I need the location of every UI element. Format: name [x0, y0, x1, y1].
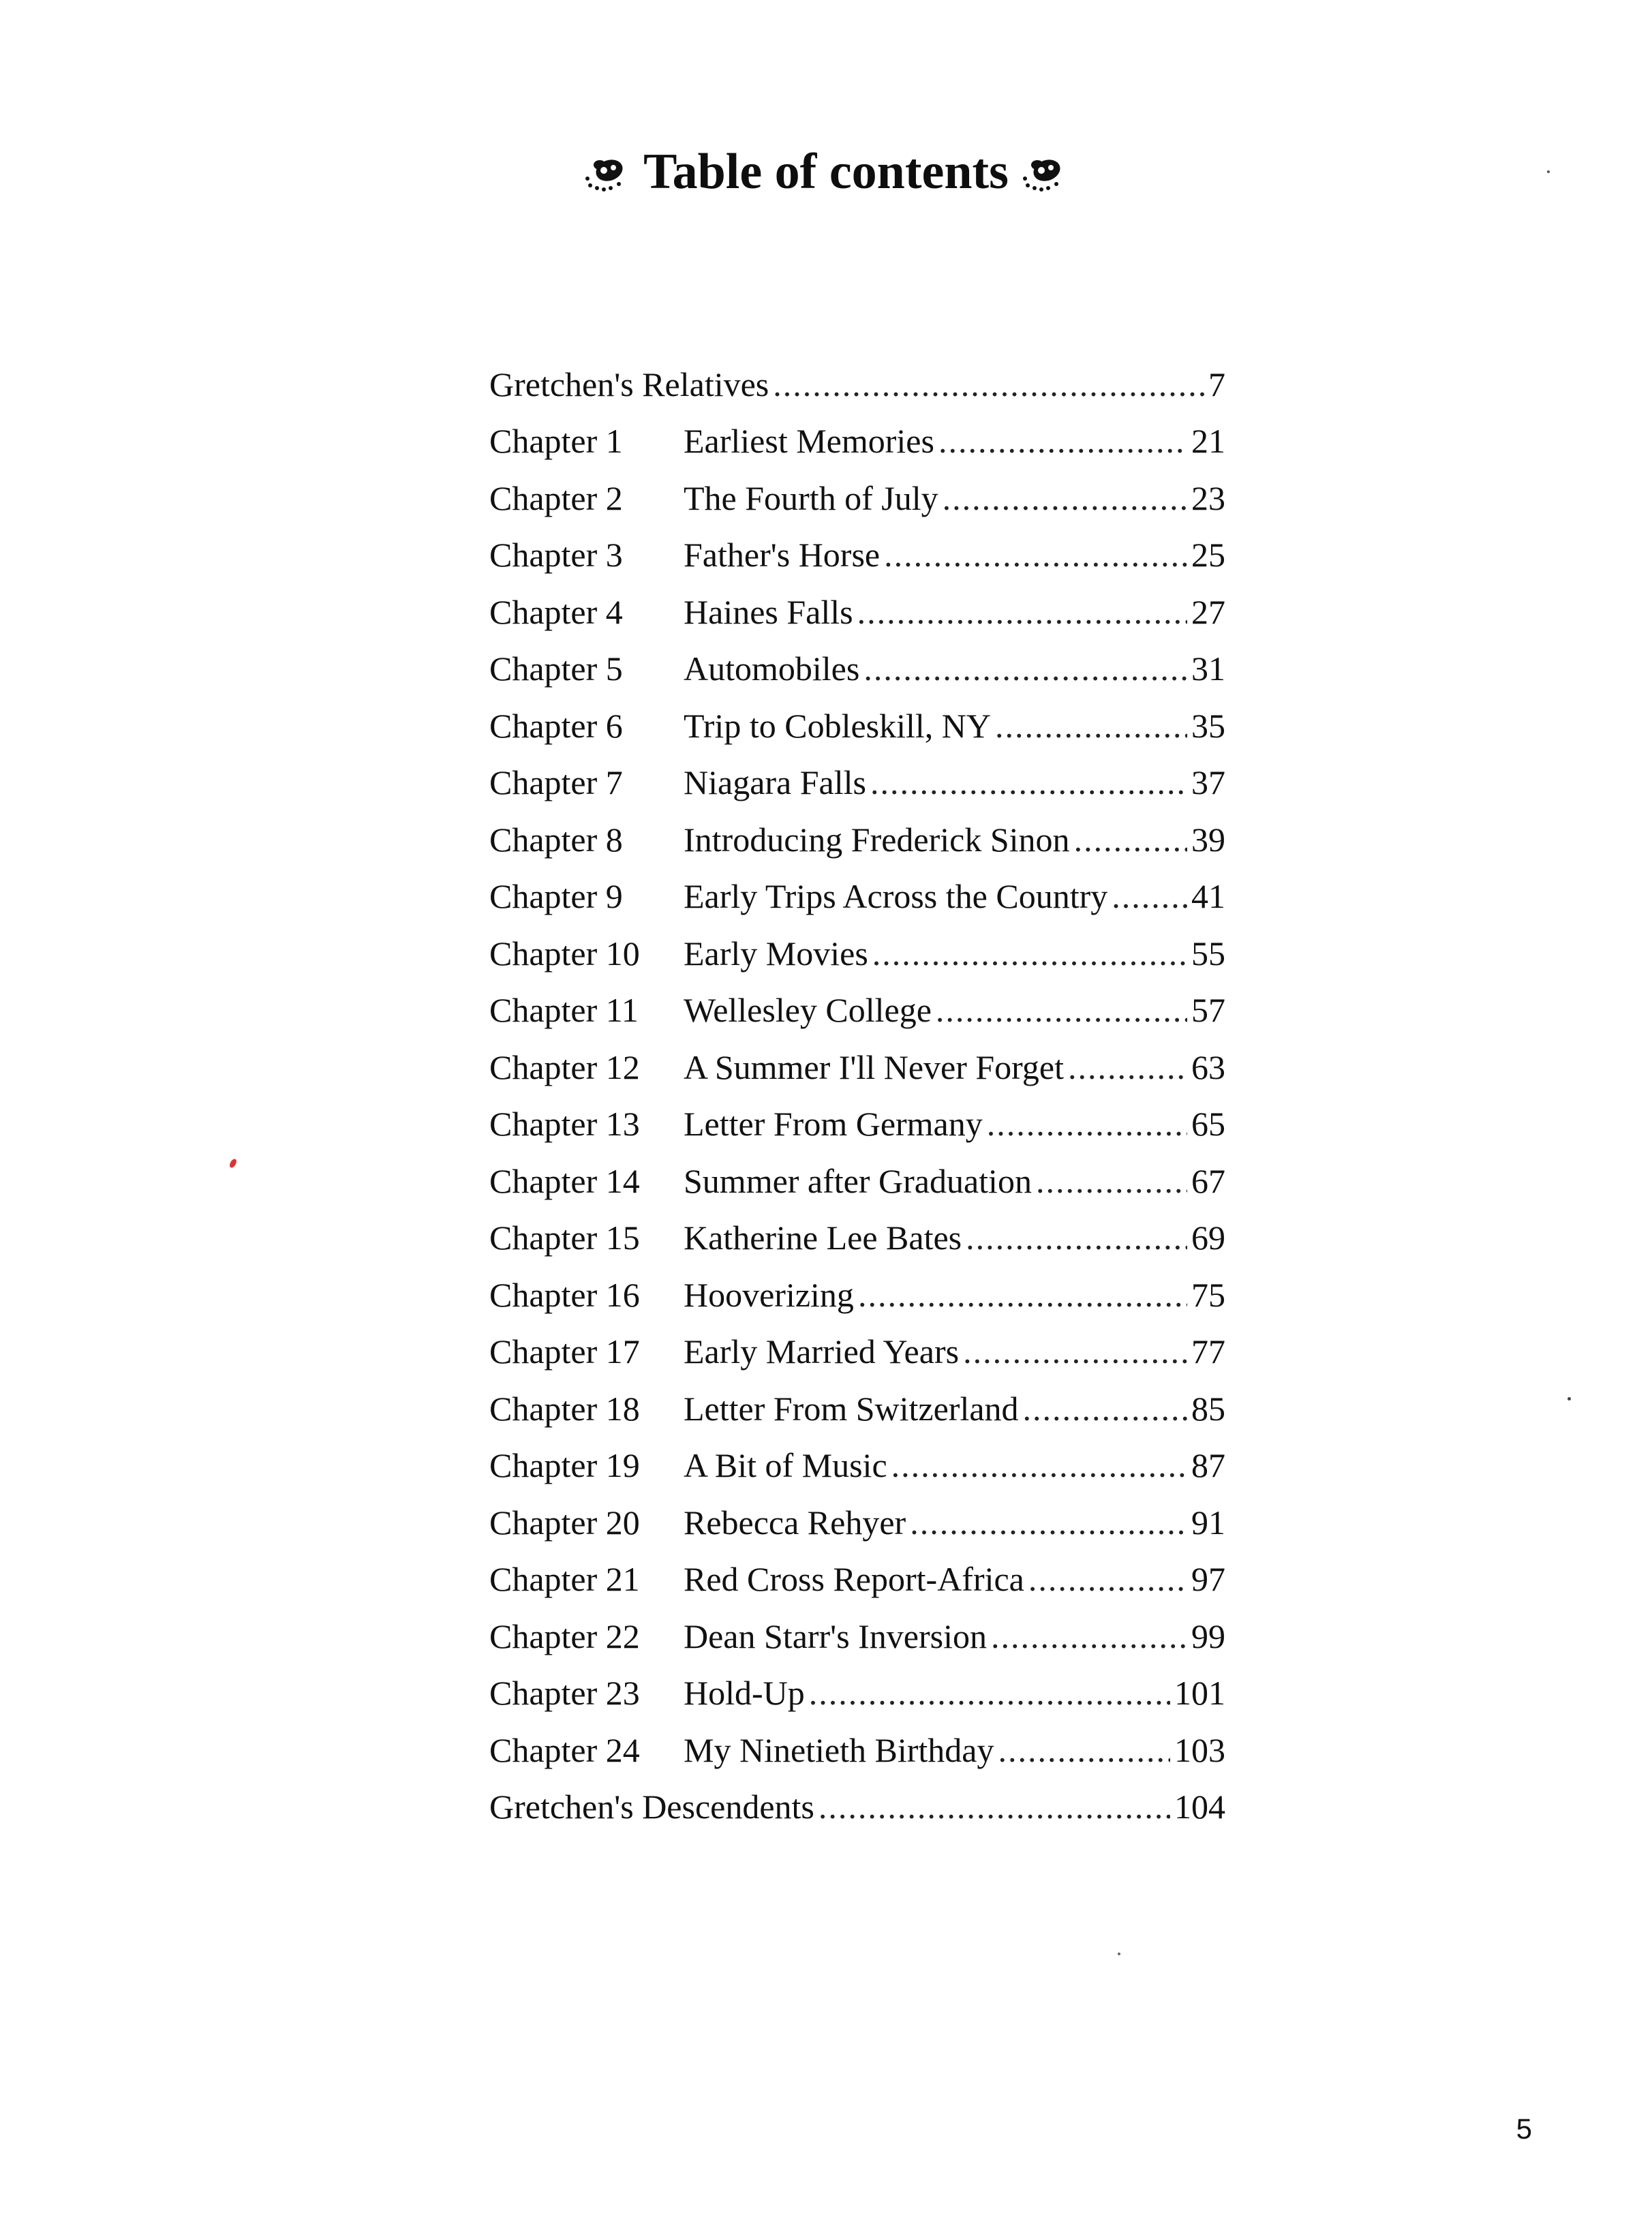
toc-row — [489, 1096, 1225, 1153]
toc-row — [489, 1608, 1225, 1665]
toc-title: Hold-Up — [684, 1674, 805, 1713]
toc-page-number: 91 — [1191, 1503, 1225, 1542]
toc-title: Hooverizing — [684, 1275, 854, 1314]
toc-entry — [684, 762, 1225, 803]
scan-speck — [1547, 170, 1550, 173]
toc-entry — [684, 420, 1225, 461]
toc-leader-dots — [991, 1616, 1187, 1657]
toc-row — [489, 1721, 1225, 1779]
toc-title: Earliest Memories — [684, 422, 934, 461]
toc-page-number: 65 — [1191, 1105, 1225, 1144]
toc-entry — [684, 1672, 1225, 1713]
toc-leader-dots — [819, 1786, 1170, 1827]
toc-entry — [684, 990, 1225, 1030]
toc-leader-dots — [872, 933, 1187, 974]
toc-row — [489, 470, 1225, 527]
toc-page-number: 67 — [1191, 1161, 1225, 1200]
toc-title: Dean Starr's Inversion — [684, 1617, 987, 1655]
toc-leader-dots — [995, 705, 1187, 746]
page-number: 5 — [1516, 2113, 1532, 2145]
toc-row — [489, 868, 1225, 925]
toc-title: Letter From Germany — [684, 1105, 983, 1144]
toc-entry — [684, 1217, 1225, 1258]
toc-title: Introducing Frederick Sinon — [684, 820, 1070, 859]
toc-page-number: 41 — [1191, 877, 1225, 916]
toc-leader-dots — [936, 990, 1187, 1030]
toc-row — [489, 583, 1225, 641]
toc-page-number: 87 — [1191, 1446, 1225, 1485]
toc-leader-dots — [857, 592, 1187, 632]
toc-page-number: 85 — [1191, 1389, 1225, 1428]
toc-title: The Fourth of July — [684, 478, 938, 517]
toc-page-number: 57 — [1191, 991, 1225, 1030]
toc-entry — [684, 534, 1225, 575]
toc-leader-dots — [966, 1217, 1187, 1258]
toc-entry — [684, 819, 1225, 860]
toc-page-number: 75 — [1191, 1275, 1225, 1314]
toc-chapter-label: Chapter 18 — [489, 1389, 640, 1428]
toc-leader-dots — [1023, 1388, 1187, 1429]
toc-title: Early Movies — [684, 934, 868, 973]
toc-leader-dots — [891, 1445, 1187, 1486]
toc-chapter-label: Chapter 17 — [489, 1332, 640, 1371]
toc-row — [489, 1380, 1225, 1437]
toc-title: Summer after Graduation — [684, 1161, 1032, 1200]
toc-row — [489, 1039, 1225, 1096]
toc-row — [489, 413, 1225, 470]
toc-page-number: 63 — [1191, 1047, 1225, 1086]
toc-entry — [684, 1388, 1225, 1429]
toc-entry — [684, 648, 1225, 689]
toc-page-number: 37 — [1191, 763, 1225, 802]
scan-speck — [1567, 1397, 1571, 1401]
toc-entry — [684, 1331, 1225, 1372]
toc-leader-dots — [938, 420, 1187, 461]
toc-entry — [684, 1616, 1225, 1657]
toc-entry — [684, 1559, 1225, 1600]
toc-chapter-label: Chapter 15 — [489, 1219, 640, 1257]
toc-row — [489, 754, 1225, 812]
toc-entry — [684, 1730, 1225, 1771]
toc-row — [489, 925, 1225, 982]
toc-entry — [489, 1786, 1225, 1827]
toc-entry — [684, 592, 1225, 632]
toc-title: Early Married Years — [684, 1332, 960, 1371]
toc-entry — [684, 478, 1225, 519]
toc-chapter-label: Chapter 20 — [489, 1503, 640, 1542]
toc-leader-dots — [1112, 876, 1187, 917]
toc-row — [489, 811, 1225, 868]
toc-title: A Bit of Music — [684, 1446, 887, 1485]
toc-page-number: 39 — [1191, 820, 1225, 859]
toc-entry — [684, 1274, 1225, 1315]
toc-page-number: 103 — [1174, 1730, 1225, 1769]
toc-row — [489, 1551, 1225, 1608]
scan-speck — [228, 1158, 238, 1169]
toc-chapter-label: Chapter 11 — [489, 991, 639, 1030]
toc-row — [489, 1437, 1225, 1495]
toc-chapter-label: Chapter 12 — [489, 1047, 640, 1086]
toc-leader-dots — [998, 1730, 1171, 1771]
toc-title: Early Trips Across the Country — [684, 877, 1108, 916]
toc-title: Katherine Lee Bates — [684, 1219, 962, 1257]
toc-page-number: 27 — [1191, 592, 1225, 631]
toc-page-number: 101 — [1174, 1674, 1225, 1713]
toc-title: Automobiles — [684, 649, 860, 688]
toc-page-number: 55 — [1191, 934, 1225, 973]
flower-ornament-icon — [583, 144, 631, 192]
toc-title: My Ninetieth Birthday — [684, 1730, 994, 1769]
toc-chapter-label: Chapter 16 — [489, 1275, 640, 1314]
toc-row — [489, 1266, 1225, 1323]
toc-entry — [684, 1047, 1225, 1088]
toc-leader-dots — [1068, 1047, 1187, 1088]
toc-title: Wellesley College — [684, 991, 932, 1030]
toc-page-number: 69 — [1191, 1219, 1225, 1257]
toc-chapter-label: Chapter 2 — [489, 478, 623, 517]
toc-row — [489, 1665, 1225, 1722]
toc-title: Rebecca Rehyer — [684, 1503, 906, 1542]
toc-leader-dots — [773, 364, 1204, 405]
toc-chapter-label: Chapter 13 — [489, 1105, 640, 1144]
toc-chapter-label: Chapter 14 — [489, 1161, 640, 1200]
toc-page-number: 7 — [1208, 365, 1225, 403]
toc-leader-dots — [858, 1274, 1187, 1315]
toc-row — [489, 527, 1225, 584]
toc-row — [489, 1210, 1225, 1267]
toc-title: Gretchen's Descendents — [489, 1788, 814, 1826]
toc-entry — [489, 364, 1225, 405]
page-title — [0, 129, 1652, 209]
toc-leader-dots — [943, 478, 1187, 519]
toc-leader-dots — [863, 648, 1187, 689]
toc-page-number: 31 — [1191, 649, 1225, 688]
toc-title: Letter From Switzerland — [684, 1389, 1019, 1428]
toc-leader-dots — [963, 1331, 1187, 1372]
toc-chapter-label: Chapter 6 — [489, 706, 623, 745]
toc-chapter-label: Chapter 10 — [489, 934, 640, 973]
toc-leader-dots — [870, 762, 1187, 803]
toc-title: Niagara Falls — [684, 763, 866, 802]
table-of-contents — [489, 356, 1225, 1835]
toc-chapter-label: Chapter 22 — [489, 1617, 640, 1655]
toc-title: A Summer I'll Never Forget — [684, 1047, 1065, 1086]
toc-leader-dots — [1074, 819, 1187, 860]
flower-ornament-icon — [1021, 144, 1069, 192]
toc-entry — [684, 705, 1225, 746]
toc-page-number: 21 — [1191, 422, 1225, 461]
toc-chapter-label: Chapter 8 — [489, 820, 623, 859]
toc-row — [489, 982, 1225, 1039]
toc-leader-dots — [884, 534, 1187, 575]
toc-title: Trip to Cobleskill, NY — [684, 706, 992, 745]
toc-chapter-label: Chapter 3 — [489, 536, 623, 575]
toc-leader-dots — [1028, 1559, 1187, 1600]
toc-page-number: 97 — [1191, 1560, 1225, 1599]
toc-chapter-label: Chapter 23 — [489, 1674, 640, 1713]
toc-row — [489, 1779, 1225, 1836]
toc-leader-dots — [1036, 1161, 1187, 1202]
toc-entry — [684, 1103, 1225, 1144]
toc-title: Father's Horse — [684, 536, 881, 575]
toc-entry — [684, 933, 1225, 974]
toc-row — [489, 1494, 1225, 1551]
toc-title: Gretchen's Relatives — [489, 365, 769, 403]
toc-row — [489, 1152, 1225, 1210]
toc-title: Red Cross Report-Africa — [684, 1560, 1024, 1599]
toc-page-number: 35 — [1191, 706, 1225, 745]
toc-page-number: 25 — [1191, 536, 1225, 575]
toc-leader-dots — [809, 1672, 1170, 1713]
toc-title: Haines Falls — [684, 592, 853, 631]
toc-chapter-label: Chapter 24 — [489, 1730, 640, 1769]
toc-chapter-label: Chapter 19 — [489, 1446, 640, 1485]
toc-row — [489, 697, 1225, 754]
toc-entry — [684, 1445, 1225, 1486]
toc-row — [489, 356, 1225, 413]
toc-row — [489, 1323, 1225, 1381]
toc-row — [489, 641, 1225, 698]
toc-chapter-label: Chapter 7 — [489, 763, 623, 802]
toc-chapter-label: Chapter 4 — [489, 592, 623, 631]
toc-chapter-label: Chapter 9 — [489, 877, 623, 916]
toc-leader-dots — [910, 1502, 1187, 1543]
toc-chapter-label: Chapter 1 — [489, 422, 623, 461]
title-text: Table of contents — [643, 144, 1009, 200]
toc-page-number: 99 — [1191, 1617, 1225, 1655]
toc-page-number: 77 — [1191, 1332, 1225, 1371]
toc-leader-dots — [987, 1103, 1187, 1144]
toc-entry — [684, 1161, 1225, 1202]
toc-chapter-label: Chapter 5 — [489, 649, 623, 688]
toc-entry — [684, 1502, 1225, 1543]
scan-speck — [1118, 1953, 1120, 1955]
toc-entry — [684, 876, 1225, 917]
toc-chapter-label: Chapter 21 — [489, 1560, 640, 1599]
toc-page-number: 104 — [1174, 1788, 1225, 1826]
toc-page-number: 23 — [1191, 478, 1225, 517]
